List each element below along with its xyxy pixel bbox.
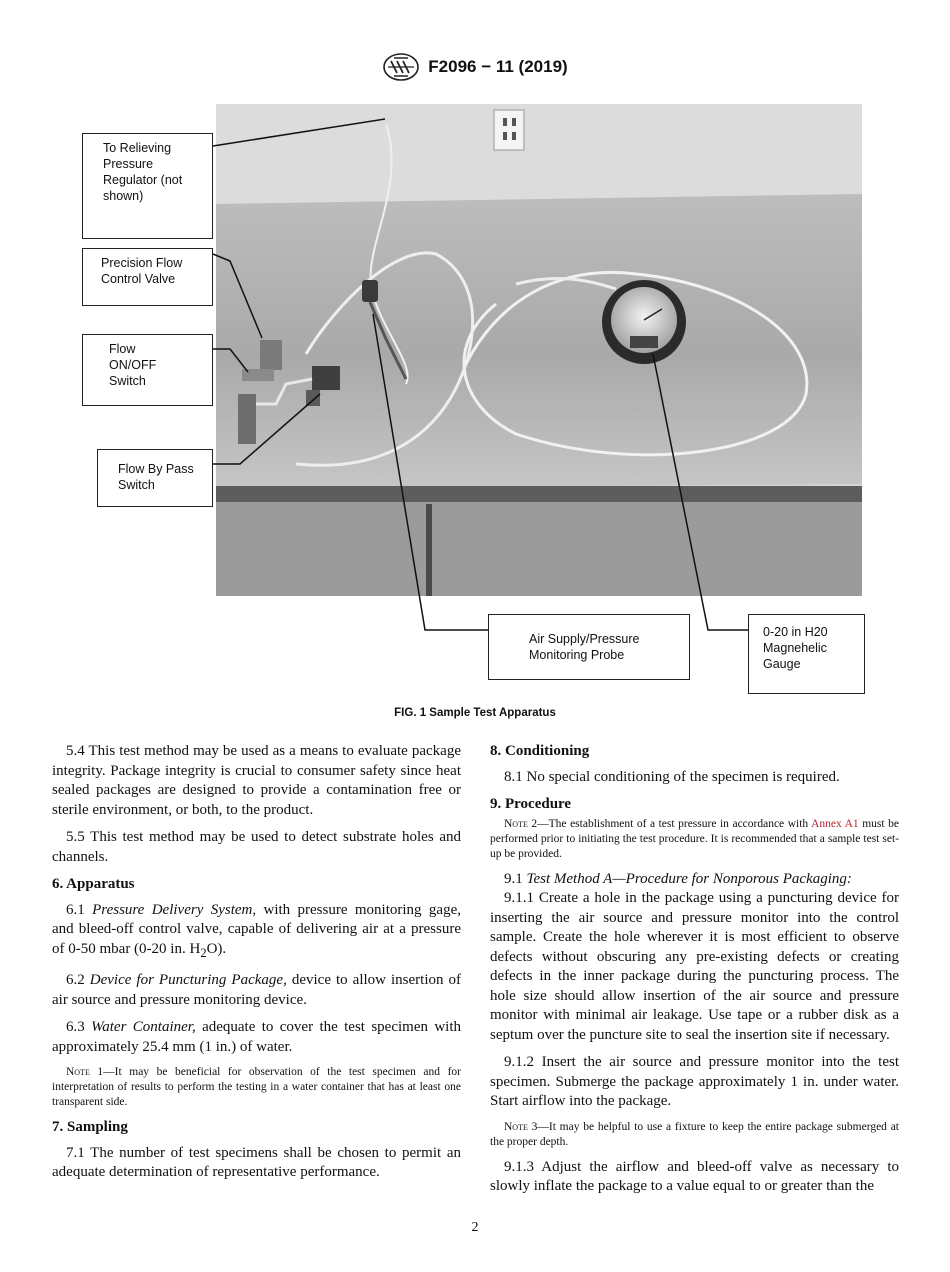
page-number: 2 bbox=[471, 1220, 479, 1235]
section-7-heading: 7. Sampling bbox=[52, 1119, 128, 1135]
para-7-1: 7.1 The number of test specimens shall be chosen to permit an adequate determination of representative performance. bbox=[52, 1144, 461, 1180]
para-6-2-number: 6.2 bbox=[66, 972, 85, 988]
section-6-heading: 6. Apparatus bbox=[52, 876, 135, 892]
para-6-3-number: 6.3 bbox=[66, 1019, 85, 1035]
para-9-1 bbox=[490, 870, 899, 890]
note-2-text-post: must be performed prior to initiating the test procedure. It is recommended that a sample test set-up be provided. bbox=[490, 817, 899, 860]
para-6-1 bbox=[52, 901, 461, 964]
para-6-2-title: Device for Puncturing Package, bbox=[89, 972, 287, 988]
note-1 bbox=[52, 1065, 461, 1110]
note-2-label: Note 2 bbox=[504, 817, 538, 830]
para-6-1-subscript: 2 bbox=[200, 945, 207, 960]
apparatus-photo-drawing bbox=[216, 104, 862, 596]
para-6-1-text: with pressure monitoring gage, and bleed-off control valve, capable of delivering air at a pressure of 0-50 mbar (0-20 in. H bbox=[52, 901, 461, 957]
section-8-heading: 8. Conditioning bbox=[490, 743, 590, 759]
para-6-2-text: device to allow insertion of air source and pressure monitoring device. bbox=[52, 972, 462, 1008]
para-6-3-title: Water Container, bbox=[91, 1019, 196, 1035]
para-5-5: 5.5 This test method may be used to detect substrate holes and channels. bbox=[52, 829, 461, 865]
para-6-1-end: O). bbox=[206, 940, 227, 957]
note-1-text: —It may be beneficial for observation of the test specimen and for interpretation of results to perform the testing in a water container that has at least one transparent side. bbox=[52, 1066, 461, 1108]
callout-air-supply-probe: Air Supply/Pressure Monitoring Probe bbox=[488, 614, 690, 680]
para-8-1: 8.1 No special conditioning of the specimen is required. bbox=[504, 768, 840, 785]
note-1-label: Note 1 bbox=[66, 1066, 104, 1078]
note-2 bbox=[490, 817, 899, 862]
note-2-text-pre: —The establishment of a test pressure in accordance with bbox=[537, 817, 812, 830]
para-9-1-2: 9.1.2 Insert the air source and pressure monitor into the test specimen. Submerge the package approximately 1 in. under water. Start airflow into the package. bbox=[490, 1054, 899, 1109]
annex-a1-link[interactable]: Annex A1 bbox=[811, 817, 859, 830]
right-column bbox=[490, 742, 899, 1205]
astm-logo-icon bbox=[382, 52, 420, 82]
para-6-1-number: 6.1 bbox=[66, 901, 85, 918]
para-6-3 bbox=[52, 1018, 461, 1057]
callout-precision-flow-valve: Precision Flow Control Valve bbox=[82, 248, 213, 306]
apparatus-photo bbox=[216, 104, 862, 596]
para-9-1-1: 9.1.1 Create a hole in the package using a puncturing device for inserting the air source and pressure monitor into the control sample. Create the hole wherever it is most efficient to observe defects without obscuring any pre-existing defects or creating defects in the inner package during the puncturing process. The hole size should allow insertion of the air source and pressure monitor with minimal air leakage. Use tape or a rubber disk as a septum over the puncture site to seal the insertion site if necessary. bbox=[490, 890, 899, 1043]
note-3-label: Note 3 bbox=[504, 1120, 538, 1133]
para-9-1-number: 9.1 bbox=[504, 870, 523, 887]
para-9-1-title: Test Method A—Procedure for Nonporous Packaging: bbox=[526, 870, 852, 887]
para-9-1-3: 9.1.3 Adjust the airflow and bleed-off valve as necessary to slowly inflate the package to a value equal to or greater than the bbox=[490, 1158, 899, 1194]
left-column bbox=[52, 742, 461, 1191]
callout-bypass-switch: Flow By Pass Switch bbox=[97, 449, 213, 507]
figure-1 bbox=[80, 104, 870, 700]
section-9-heading: 9. Procedure bbox=[490, 796, 572, 812]
callout-relieving-regulator: To Relieving Pressure Regulator (not shown) bbox=[82, 133, 213, 239]
callout-flow-switch: Flow ON/OFF Switch bbox=[82, 334, 213, 406]
note-3 bbox=[490, 1120, 899, 1150]
para-6-1-title: Pressure Delivery System, bbox=[92, 901, 257, 918]
figure-caption: FIG. 1 Sample Test Apparatus bbox=[394, 707, 556, 719]
page-header bbox=[0, 52, 950, 87]
note-3-text: —It may be helpful to use a fixture to keep the entire package submerged at the proper depth. bbox=[490, 1120, 899, 1148]
para-6-2 bbox=[52, 971, 461, 1010]
standard-designation: F2096 − 11 (2019) bbox=[428, 57, 568, 76]
para-6-3-text: adequate to cover the test specimen with approximately 25.4 mm (1 in.) of water. bbox=[52, 1019, 462, 1055]
para-5-4: 5.4 This test method may be used as a means to evaluate package integrity. Package integrity is crucial to consumer safety since heat sealed packages are designed to provide a contamination free or sterile environment, or both, to the product. bbox=[52, 743, 461, 818]
callout-magnehelic-gauge: 0-20 in H20 Magnehelic Gauge bbox=[748, 614, 865, 694]
